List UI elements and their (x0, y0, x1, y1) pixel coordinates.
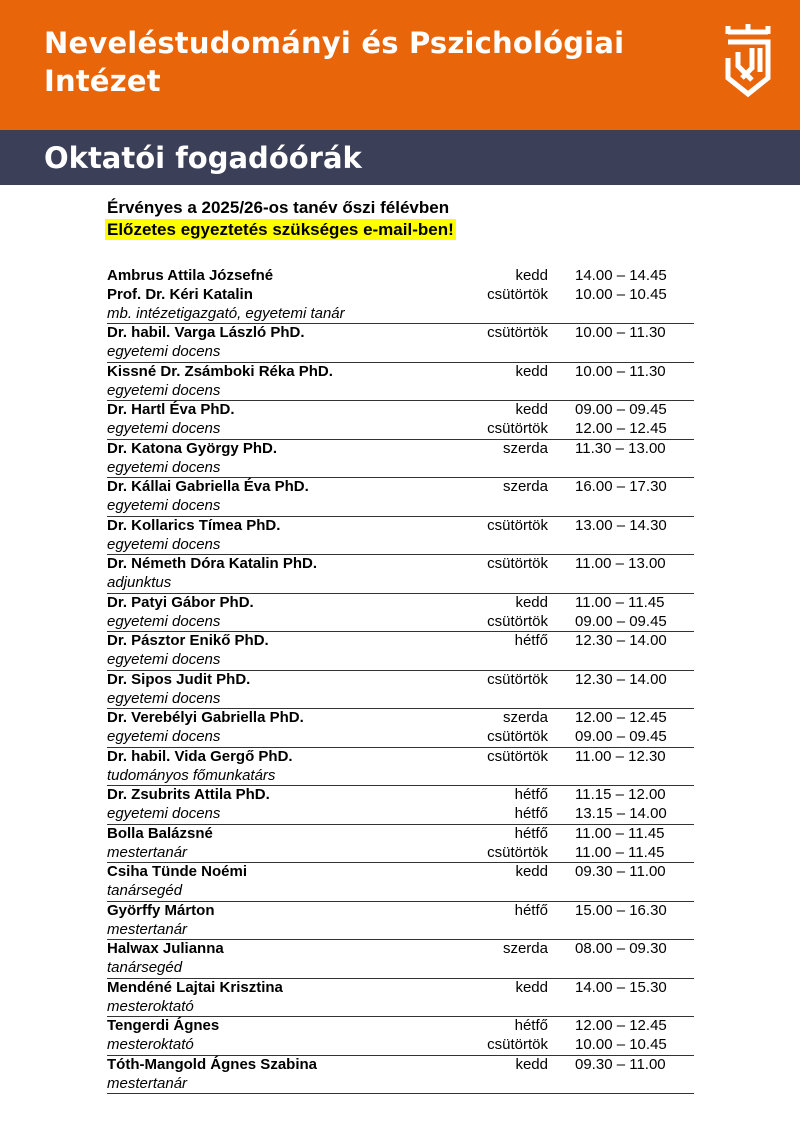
staff-role: egyetemi docens (107, 458, 221, 476)
slot-time: 16.00 – 17.30 (575, 478, 667, 496)
staff-entry (107, 940, 694, 979)
entry-line (107, 459, 694, 478)
slot-day: kedd (515, 593, 548, 611)
entry-line (107, 1056, 694, 1075)
slot-time: 11.15 – 12.00 (575, 786, 666, 804)
shield-crown-logo-icon (722, 22, 774, 98)
slot-day: kedd (515, 863, 548, 881)
staff-name: Dr. Kállai Gabriella Éva PhD. (107, 478, 309, 496)
page-title: Oktatói fogadóórák (44, 141, 362, 175)
staff-entry (107, 401, 694, 440)
staff-role: mestertanár (107, 1074, 188, 1092)
staff-name: Dr. Verebélyi Gabriella PhD. (107, 709, 304, 727)
entry-line (107, 286, 694, 305)
entry-line (107, 440, 694, 459)
entry-line (107, 786, 694, 805)
entry-line (107, 632, 694, 651)
entry-line (107, 882, 694, 901)
staff-name: Dr. habil. Vida Gergő PhD. (107, 747, 293, 765)
entry-line (107, 728, 694, 747)
slot-day: kedd (515, 362, 548, 380)
slot-day: kedd (515, 1055, 548, 1073)
slot-day: hétfő (514, 786, 548, 804)
entry-line (107, 863, 694, 882)
staff-entry (107, 709, 694, 748)
staff-role: mesteroktató (107, 997, 194, 1015)
slot-time: 09.00 – 09.45 (575, 612, 667, 630)
staff-entry (107, 286, 694, 325)
slot-time: 11.00 – 11.45 (575, 824, 665, 842)
entry-line (107, 921, 694, 940)
staff-entry (107, 786, 694, 825)
entry-line (107, 267, 694, 286)
slot-day: csütörtök (487, 612, 548, 630)
staff-entry (107, 1017, 694, 1056)
staff-name: Dr. Hartl Éva PhD. (107, 401, 235, 419)
staff-name: Dr. Kollarics Tímea PhD. (107, 516, 281, 534)
slot-day: hétfő (514, 632, 548, 650)
office-hours-table (107, 267, 694, 1094)
staff-entry (107, 440, 694, 479)
staff-role: adjunktus (107, 574, 172, 591)
email-notice: Előzetes egyeztetés szükséges e-mail-ben! (107, 220, 454, 239)
entry-line (107, 517, 694, 536)
entry-line (107, 979, 694, 998)
staff-entry (107, 363, 694, 402)
slot-day: kedd (515, 401, 548, 419)
slot-time: 11.00 – 11.45 (575, 843, 665, 861)
staff-role: egyetemi docens (107, 420, 221, 437)
entry-line (107, 902, 694, 921)
slot-day: csütörtök (487, 516, 548, 534)
slot-time: 13.00 – 14.30 (575, 516, 667, 534)
entry-line (107, 1017, 694, 1036)
slot-time: 12.00 – 12.45 (575, 709, 667, 727)
staff-role: egyetemi docens (107, 381, 221, 399)
slot-time: 12.30 – 14.00 (575, 632, 667, 650)
slot-time: 10.00 – 10.45 (575, 1036, 667, 1053)
staff-role: egyetemi docens (107, 497, 221, 514)
slot-time: 08.00 – 09.30 (575, 940, 667, 958)
staff-name: Halwax Julianna (107, 940, 224, 958)
staff-entry (107, 1056, 694, 1095)
entry-line (107, 343, 694, 362)
slot-day: szerda (502, 940, 548, 958)
slot-day: csütörtök (487, 843, 548, 861)
staff-entry (107, 979, 694, 1018)
staff-name: Mendéné Lajtai Krisztina (107, 978, 283, 996)
staff-entry (107, 267, 694, 286)
staff-role: mb. intézetigazgató, egyetemi tanár (107, 304, 345, 322)
entry-line (107, 690, 694, 709)
staff-role: tudományos főmunkatárs (107, 766, 276, 784)
institute-title: Neveléstudományi és Pszichológiai Intézet (44, 26, 625, 98)
entry-line (107, 1036, 694, 1055)
staff-role: mesteroktató (107, 1036, 194, 1053)
staff-entry (107, 517, 694, 556)
entry-line (107, 709, 694, 728)
slot-time: 12.30 – 14.00 (575, 670, 667, 688)
slot-day: szerda (502, 478, 548, 496)
entry-line (107, 1075, 694, 1094)
slot-day: hétfő (514, 805, 548, 822)
staff-role: mestertanár (107, 920, 188, 938)
staff-entry (107, 902, 694, 941)
entry-line (107, 959, 694, 978)
slot-time: 09.30 – 11.00 (575, 1055, 666, 1073)
staff-role: egyetemi docens (107, 612, 221, 630)
slot-day: hétfő (514, 1017, 548, 1035)
staff-role: tanársegéd (107, 959, 183, 976)
entry-line (107, 998, 694, 1017)
staff-name: Tengerdi Ágnes (107, 1017, 220, 1035)
entry-line (107, 555, 694, 574)
entry-line (107, 478, 694, 497)
slot-day: csütörtök (487, 1036, 548, 1053)
slot-time: 10.00 – 11.30 (575, 362, 666, 380)
staff-name: Bolla Balázsné (107, 824, 213, 842)
entry-line (107, 324, 694, 343)
entry-line (107, 805, 694, 824)
slot-day: csütörtök (487, 555, 548, 573)
entry-line (107, 382, 694, 401)
validity-text: Érvényes a 2025/26-os tanév őszi félévben (107, 198, 450, 217)
staff-name: Tóth-Mangold Ágnes Szabina (107, 1055, 317, 1073)
staff-name: Dr. Sipos Judit PhD. (107, 670, 251, 688)
slot-time: 10.00 – 10.45 (575, 285, 667, 303)
slot-day: csütörtök (487, 324, 548, 342)
staff-name: Prof. Dr. Kéri Katalin (107, 285, 253, 303)
slot-time: 11.00 – 13.00 (575, 555, 666, 573)
entry-line (107, 748, 694, 767)
slot-day: csütörtök (487, 420, 548, 437)
entry-line (107, 574, 694, 593)
staff-role: egyetemi docens (107, 535, 221, 553)
entry-line (107, 767, 694, 786)
staff-entry (107, 748, 694, 787)
slot-day: csütörtök (487, 285, 548, 303)
staff-entry (107, 825, 694, 864)
entry-line (107, 825, 694, 844)
staff-name: Ambrus Attila Józsefné (107, 267, 274, 284)
staff-name: Dr. Pásztor Enikő PhD. (107, 632, 269, 650)
staff-name: Kissné Dr. Zsámboki Réka PhD. (107, 362, 333, 380)
entry-line (107, 420, 694, 439)
slot-day: kedd (515, 267, 548, 284)
entry-line (107, 940, 694, 959)
entry-line (107, 401, 694, 420)
staff-name: Dr. Katona György PhD. (107, 439, 278, 457)
slot-time: 14.00 – 15.30 (575, 978, 667, 996)
slot-day: szerda (502, 709, 548, 727)
staff-entry (107, 632, 694, 671)
staff-role: egyetemi docens (107, 805, 221, 822)
slot-day: kedd (515, 978, 548, 996)
entry-line (107, 651, 694, 670)
staff-role: egyetemi docens (107, 728, 221, 745)
staff-entry (107, 555, 694, 594)
entry-line (107, 363, 694, 382)
entry-line (107, 671, 694, 690)
slot-time: 09.00 – 09.45 (575, 728, 667, 745)
staff-entry (107, 671, 694, 710)
staff-name: Györffy Márton (107, 901, 215, 919)
slot-time: 11.00 – 11.45 (575, 593, 665, 611)
slot-time: 09.00 – 09.45 (575, 401, 667, 419)
slot-day: hétfő (514, 824, 548, 842)
slot-time: 12.00 – 12.45 (575, 1017, 667, 1035)
entry-line (107, 844, 694, 863)
slot-time: 12.00 – 12.45 (575, 420, 667, 437)
staff-name: Dr. Patyi Gábor PhD. (107, 593, 254, 611)
staff-role: mestertanár (107, 843, 188, 861)
slot-time: 15.00 – 16.30 (575, 901, 667, 919)
entry-line (107, 594, 694, 613)
entry-line (107, 613, 694, 632)
entry-line (107, 497, 694, 516)
slot-day: hétfő (514, 901, 548, 919)
staff-name: Dr. Németh Dóra Katalin PhD. (107, 555, 318, 573)
slot-time: 11.00 – 12.30 (575, 747, 666, 765)
slot-day: csütörtök (487, 670, 548, 688)
slot-time: 09.30 – 11.00 (575, 863, 666, 881)
staff-name: Dr. Zsubrits Attila PhD. (107, 786, 270, 804)
entry-line (107, 536, 694, 555)
staff-entry (107, 478, 694, 517)
staff-entry (107, 863, 694, 902)
staff-name: Dr. habil. Varga László PhD. (107, 324, 305, 342)
slot-day: csütörtök (487, 747, 548, 765)
staff-role: egyetemi docens (107, 689, 221, 707)
slot-day: csütörtök (487, 728, 548, 745)
staff-role: egyetemi docens (107, 651, 221, 668)
staff-role: tanársegéd (107, 882, 183, 899)
staff-name: Csiha Tünde Noémi (107, 863, 248, 881)
slot-time: 14.00 – 14.45 (575, 267, 667, 284)
slot-day: szerda (502, 439, 548, 457)
staff-entry (107, 324, 694, 363)
staff-role: egyetemi docens (107, 343, 221, 360)
slot-time: 10.00 – 11.30 (575, 324, 666, 342)
entry-line (107, 305, 694, 324)
slot-time: 13.15 – 14.00 (575, 805, 667, 822)
staff-entry (107, 594, 694, 633)
slot-time: 11.30 – 13.00 (575, 439, 666, 457)
